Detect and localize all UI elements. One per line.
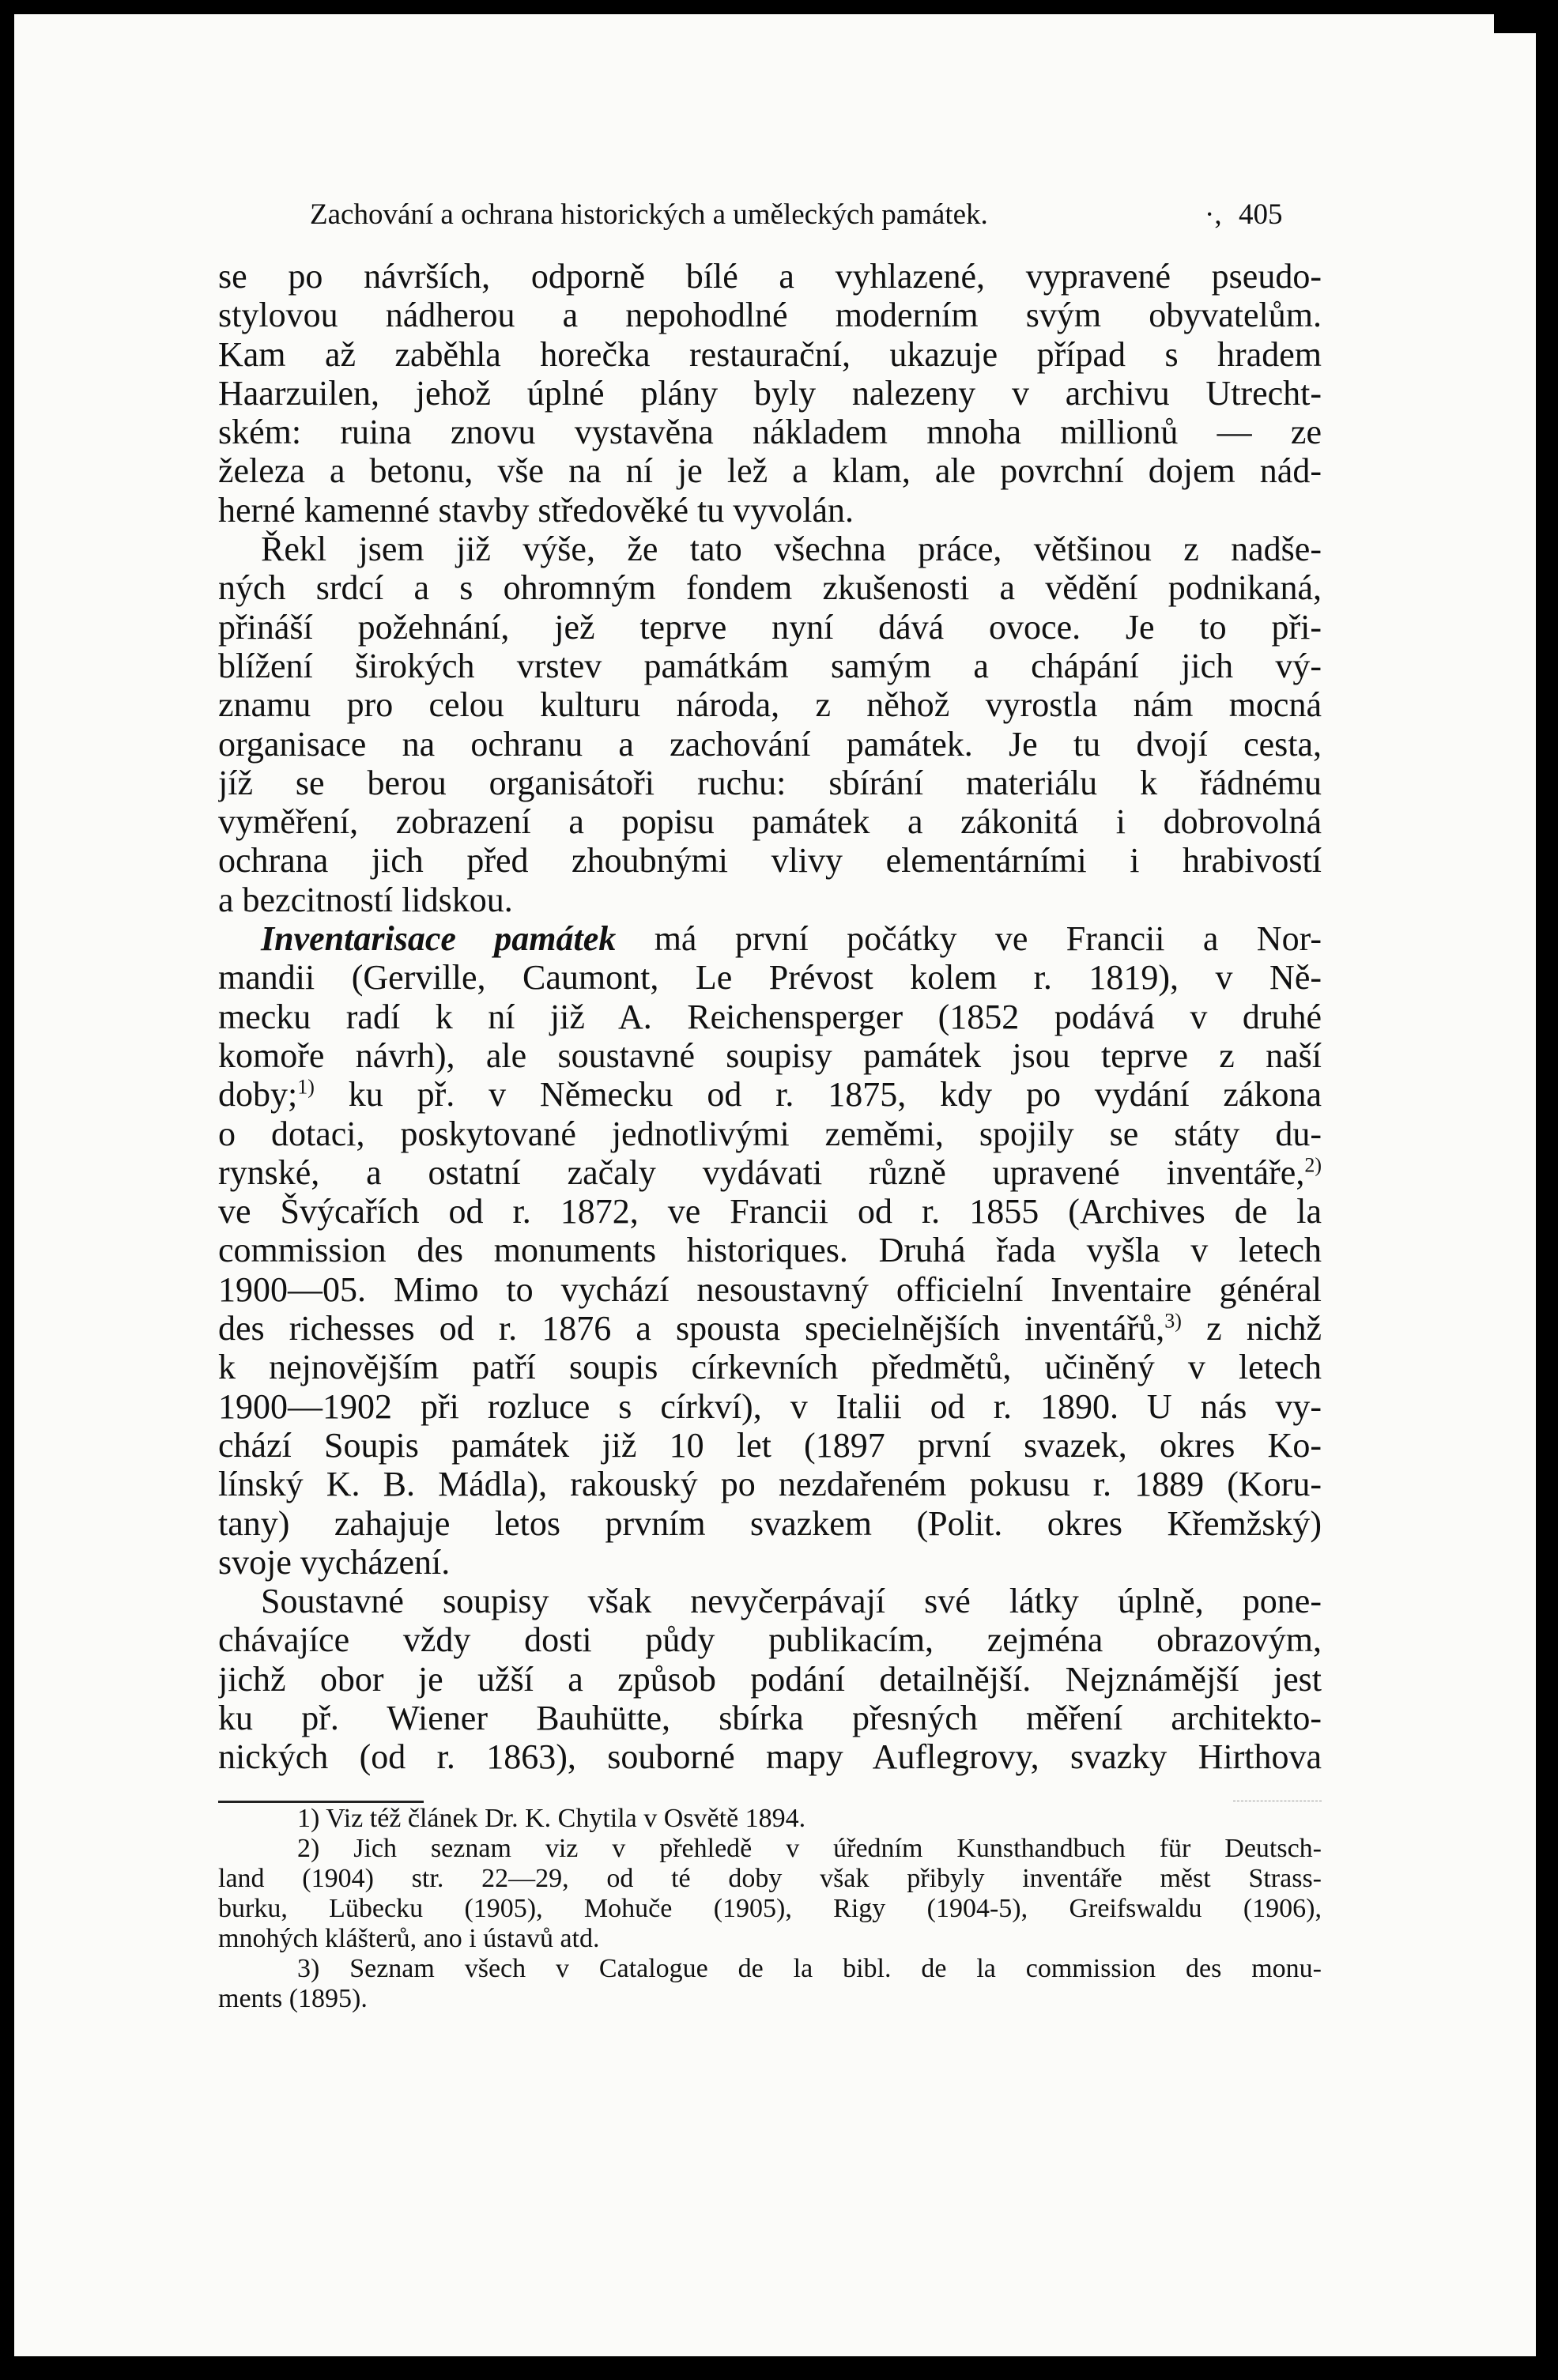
body-text (218, 257, 1322, 1777)
text-line: železa a betonu, vše na ní je lež a klam, ale povrchní dojem nád- (218, 451, 1322, 491)
text-line: k nejnovějším patří soupis církevních předmětů, učiněný v letech (218, 1348, 1322, 1387)
footnote-line: burku, Lübecku (1905), Mohuče (1905), Rigy (1904-5), Greifswaldu (1906), (218, 1894, 1322, 1923)
text-line (218, 919, 1322, 958)
footnote-line: land (1904) str. 22—29, od té doby však přibyly inventáře měst Strass- (218, 1864, 1322, 1893)
section-term: Inventarisace památek (261, 919, 617, 959)
text-line: 1900—1902 při rozluce s církví), v Italii od r. 1890. U nás vy- (218, 1386, 1322, 1426)
footnote-rule (218, 1801, 424, 1803)
text-line: Haarzuilen, jehož úplné plány byly nalezeny v archivu Utrecht- (218, 373, 1322, 413)
text-line: Řekl jsem již výše, že tato všechna práce, většinou z nadše- (261, 530, 1322, 569)
text-line: línský K. B. Mádla), rakouský po nezdařeném pokusu r. 1889 (Koru- (218, 1465, 1322, 1504)
text-line: ných srdcí a s ohromným fondem zkušenosti a vědění podnikaná, (218, 568, 1322, 608)
text-segment: doby; (218, 1075, 298, 1115)
text-line: ve Švýcařích od r. 1872, ve Francii od r. 1855 (Archives de la (218, 1192, 1322, 1231)
text-line: Soustavné soupisy však nevyčerpávají své látky úplně, pone- (261, 1582, 1322, 1621)
text-line: organisace na ochranu a zachování památek. Je tu dvojí cesta, (218, 724, 1322, 764)
text-line: znamu pro celou kulturu národa, z něhož vyrostla nám mocná (218, 685, 1322, 725)
text-line: se po návrších, odporně bílé a vyhlazené, vypravené pseudo- (218, 257, 1322, 296)
text-line: ském: ruina znovu vystavěna nákladem mnoha millionů — ze (218, 413, 1322, 452)
text-line: chází Soupis památek již 10 let (1897 první svazek, okres Ko- (218, 1425, 1322, 1465)
footnote-line: ments (1895). (218, 1984, 368, 2013)
text-line: jíž se berou organisátoři ruchu: sbírání materiálu k řádnému (218, 763, 1322, 802)
text-line: ochrana jich před zhoubnými vlivy elementárními i hrabivostí (218, 841, 1322, 881)
text-line: tany) zahajuje letos prvním svazkem (Polit. okres Křemžský) (218, 1503, 1322, 1543)
footnote-line: 3) Seznam všech v Catalogue de la bibl. de la commission des monu- (297, 1954, 1322, 1983)
text-segment: rynské, a ostatní začaly vydávati různě upravené inventáře, (218, 1152, 1305, 1192)
footnote-line: 2) Jich seznam viz v přehledě v úředním Kunsthandbuch für Deutsch- (297, 1834, 1322, 1863)
text-line: přináší požehnání, jež teprve nyní dává ovoce. Je to při- (218, 607, 1322, 647)
text-line: mandii (Gerville, Caumont, Le Prévost kolem r. 1819), v Ně- (218, 958, 1322, 998)
text-segment: z nichž (1206, 1309, 1322, 1348)
text-line: a bezcitností lidskou. (218, 880, 513, 919)
text-line: chávajíce vždy dosti půdy publikacím, zejména obrazovým, (218, 1620, 1322, 1660)
text-line: vyměření, zobrazení a popisu památek a zákonitá i dobrovolná (218, 802, 1322, 842)
text-line: nických (od r. 1863), souborné mapy Auflegrovy, svazky Hirthova (218, 1737, 1322, 1777)
text-line: commission des monuments historiques. Druhá řada vyšla v letech (218, 1231, 1322, 1270)
text-line: ku př. Wiener Bauhütte, sbírka přesných měření architekto- (218, 1698, 1322, 1737)
footnote-ref: 1) (297, 1075, 315, 1099)
header-mark: ·, (1205, 198, 1222, 231)
text-segment: ku př. v Německu od r. 1875, kdy po vydání zákona (348, 1075, 1322, 1115)
text-line: svoje vycházení. (218, 1542, 451, 1582)
running-header (310, 198, 1330, 245)
scan-corner (1494, 14, 1536, 33)
text-line: komoře návrh), ale soustavné soupisy památek jsou teprve z naší (218, 1035, 1322, 1075)
text-line: o dotaci, poskytované jednotlivými zeměmi, spojily se státy du- (218, 1114, 1322, 1153)
text-line: stylovou nádherou a nepohodlné moderním svým obyvatelům. (218, 296, 1322, 335)
footnotes (218, 1804, 1322, 2014)
text-line: 1900—05. Mimo to vychází nesoustavný officielní Inventaire général (218, 1269, 1322, 1309)
text-line: mecku radí k ní již A. Reichensperger (1852 podává v druhé (218, 997, 1322, 1036)
text-line: herné kamenné stavby středověké tu vyvolán. (218, 490, 854, 530)
text-line (218, 1153, 1322, 1192)
text-line: jichž obor je užší a způsob podání detailnější. Nejznámější jest (218, 1659, 1322, 1699)
footnote-ref: 3) (1164, 1309, 1182, 1333)
text-line: Kam až zaběhla horečka restaurační, ukazuje případ s hradem (218, 334, 1322, 374)
text-segment: má první počátky ve Francii a Nor- (654, 919, 1322, 959)
running-title: Zachování a ochrana historických a uměleckých památek. (310, 198, 988, 231)
text-line (218, 1309, 1322, 1348)
text-line: blížení širokých vrstev památkám samým a chápání jich vý- (218, 646, 1322, 685)
text-segment: des richesses od r. 1876 a spousta specielnějších inventářů, (218, 1309, 1165, 1348)
text-line (218, 1075, 1322, 1114)
footnote-ref: 2) (1304, 1153, 1322, 1177)
footnote-line: 1) Viz též článek Dr. K. Chytila v Osvětě 1894. (297, 1804, 806, 1833)
page-number: 405 (1239, 198, 1283, 231)
footnote-line: mnohých klášterů, ano i ústavů atd. (218, 1924, 600, 1953)
